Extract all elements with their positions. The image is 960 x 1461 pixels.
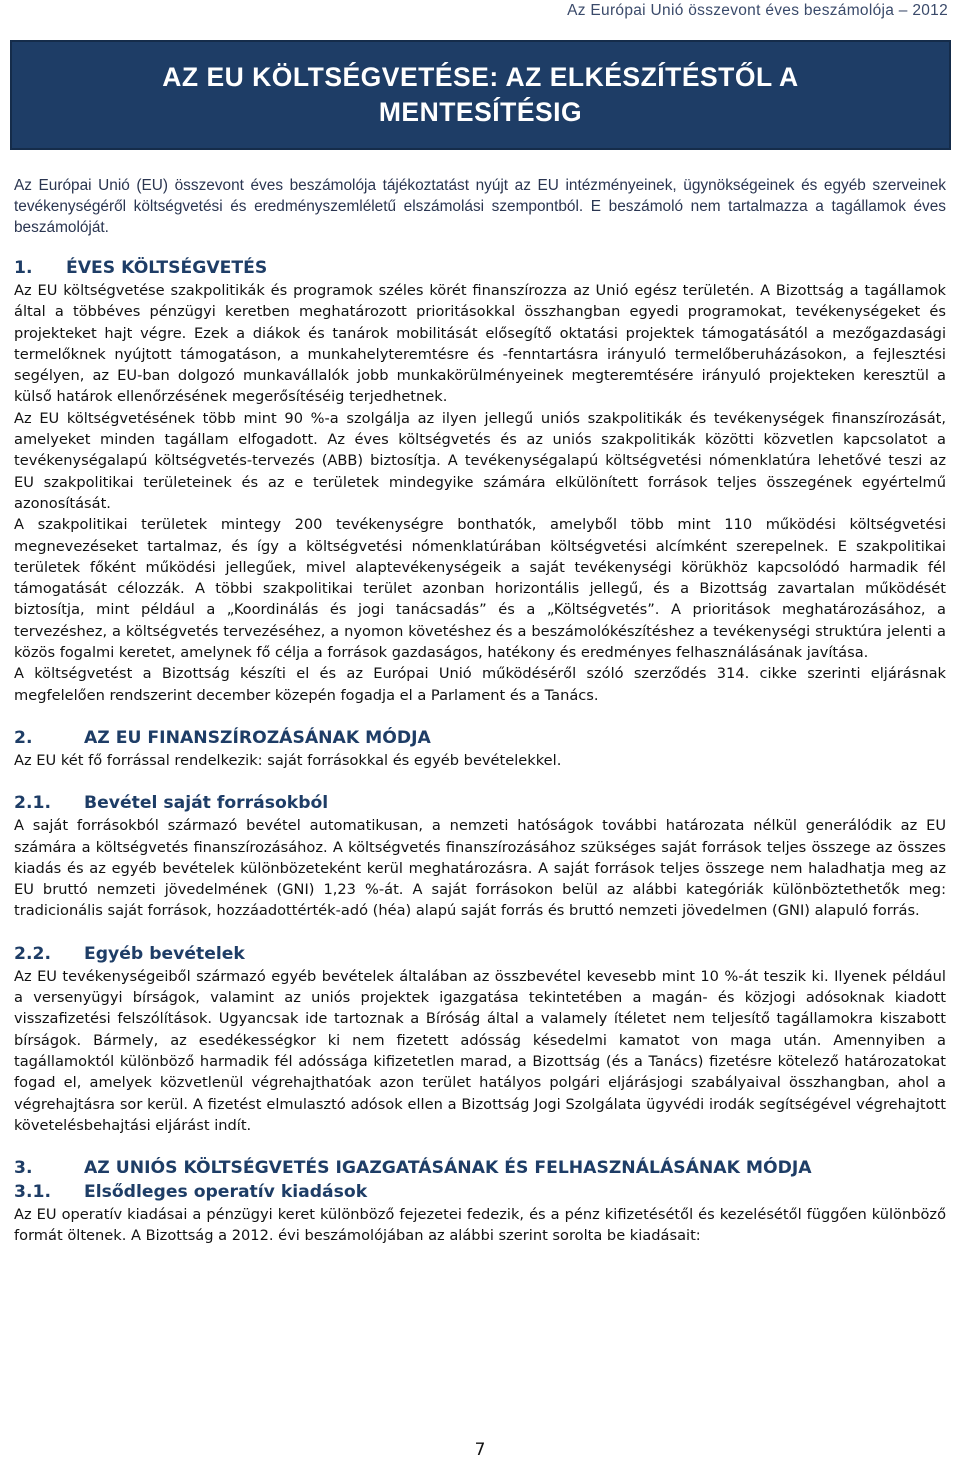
- paragraph: A szakpolitikai területek mintegy 200 tevékenységre bonthatók, amelyből több mint 110 működési költségvetési megnevezéseket tartalmaz, és így a költségvetési nómenklatúrában költségvetési alcímként szerepelnek. E szakpolitikai területek főként működési jellegűek, mivel alaptevékenységeik a saját tevékenységi körükhöz kapcsolódó harmadik fél támogatását célozzák. A többi szakpolitikai terület azonban horizontális jellegű, és a Bizottság zavartalan működését biztosítja, mint például a „Koordinálás és jogi tanácsadás” és a „Költségvetés”. A prioritások meghatározásához, a tervezéshez, a költségvetés tervezéséhez, a nyomon követéshez és a beszámolókészítéshez a tevékenységi struktúra jelenti a közös fogalmi keretet, amelynek fő célja a források gazdaságos, hatékony és eredményes felhasználásának javítása.: [14, 516, 946, 662]
- section-title: Bevétel saját forrásokból: [84, 793, 329, 814]
- section-number: 3.: [14, 1158, 33, 1179]
- paragraph: Az EU két fő forrással rendelkezik: saját forrásokkal és egyéb bevételekkel.: [14, 751, 562, 769]
- section-number: 2.: [14, 727, 33, 748]
- paragraph: Az EU tevékenységeiből származó egyéb bevételek általában az összbevétel kevesebb mint 10 %-át teszik ki. Ilyenek például a versenyügyi bírságok, valamint az uniós projektek igazgatása tekintetében a magán- és közjogi adósoknak kiadott visszafizetési felszólítások. Ugyancsak ide tartoznak a Bíróság által a valamely ítéletet nem teljesítő tagállamokra kiszabott bírságok. Bármely, az esedékességkor ki nem fizetett adósság késedelmi kamatot von maga után. Amennyiben a tagállamoktól különböző harmadik fél adóssága kifizetetlen marad, a Bizottság (és a Tanács) fizetésre kötelező határozatokat fogad el, amelyek közvetlenül végrehajthatóak azon terület hatályos polgári eljárásjogi szabályaival összhangban, ahol a végrehajtásra sor kerül. A fizetést elmulasztó adósok ellen a Bizottság Jogi Szolgálata ügyvédi irodák segítségével végrehajtott követelésbehajtási eljárást indít.: [14, 967, 946, 1134]
- paragraph: Az EU operatív kiadásai a pénzügyi keret különböző fejezetei fedezik, és a pénz kifizetésétől és kezelésétől függően különböző formát öltenek. A Bizottság a 2012. évi beszámolójában az alábbi szerint sorolta be kiadásait:: [14, 1206, 946, 1245]
- section-heading-3: [14, 1156, 946, 1180]
- section-title: ÉVES KÖLTSÉGVETÉS: [66, 258, 268, 278]
- section-title: Egyéb bevételek: [84, 943, 245, 964]
- section-heading-2: [14, 726, 946, 750]
- intro-paragraph: Az Európai Unió (EU) összevont éves beszámolója tájékoztatást nyújt az EU intézményeinek, ügynökségeinek és egyéb szerveinek tevékenységéről költségvetési és eredményszemléletű elszámolási szempontból. E beszámoló nem tartalmazza a tagállamok éves beszámolóját.: [14, 177, 946, 236]
- paragraph: A saját forrásokból származó bevétel automatikusan, a nemzeti hatóságok további határozata nélkül generálódik az EU számára a költségvetés finanszírozásához. A költségvetés finanszírozásához szükséges saját források teljes összege az összes kiadás és az egyéb bevételek különbözeteként kerül meghatározásra. A saját források teljes összege nem haladhatja meg az EU bruttó nemzeti jövedelmének (GNI) 1,23 %-át. A saját forrásokon belül az alábbi kategóriák különböztethetők meg: tradicionális saját források, hozzáadottérték-adó (héa) alapú saját forrás és bruttó nemzeti jövedelmen (GNI) alapuló forrás.: [14, 817, 946, 920]
- document-title: AZ EU KÖLTSÉGVETÉSE: AZ ELKÉSZÍTÉSTŐL A MENTESÍTÉSIG: [162, 62, 799, 127]
- page-number: 7: [474, 1440, 486, 1460]
- title-banner: [10, 40, 951, 150]
- section-title: AZ EU FINANSZÍROZÁSÁNAK MÓDJA: [84, 727, 431, 748]
- paragraph: Az EU költségvetése szakpolitikák és programok széles körét finanszírozza az Unió egész területén. A Bizottság a tagállamok által a többéves pénzügyi keretben meghatározott prioritásokkal összhangban egyedi programokat, tevékenységeket és projekteket hajt végre. Ezek a diákok és tanárok mobilitását elősegítő oktatási projektek támogatásától a mezőgazdasági termelőknek nyújtott támogatáson, a munkahelyteremtésre és -fenntartásra irányuló termelőberuházásokon, a fejlesztési segélyen, az EU-ban dolgozó munkavállalók jobb munkakörülményeinek megteremtésére irányuló projekteken keresztül a külső határok ellenőrzésének megerősítéséig terjedhetnek.: [14, 282, 946, 406]
- section-title: AZ UNIÓS KÖLTSÉGVETÉS IGAZGATÁSÁNAK ÉS FELHASZNÁLÁSÁNAK MÓDJA: [84, 1158, 812, 1179]
- document-body: [14, 175, 946, 1247]
- section-number: 3.1.: [14, 1182, 51, 1203]
- paragraph: Az EU költségvetésének több mint 90 %-a szolgálja az ilyen jellegű uniós szakpolitikák és tevékenységek finanszírozását, amelyeket minden tagállam elfogadott. Az éves költségvetés és az uniós szakpolitikák közötti közvetlen kapcsolatot a tevékenységalapú költségvetés-tervezés (ABB) biztosítja. A tevékenységalapú költségvetési nómenklatúra lehetővé teszi az EU szakpolitikai területeinek és az e területek mindegyike számára elkülönített források teljes összegének egyértelmű azonosítását.: [14, 409, 946, 512]
- section-number: 2.2.: [14, 943, 51, 964]
- section-number: 1.: [14, 258, 33, 278]
- running-header: Az Európai Unió összevont éves beszámolója – 2012: [567, 2, 948, 19]
- section-number: 2.1.: [14, 793, 51, 814]
- section-title: Elsődleges operatív kiadások: [84, 1182, 368, 1203]
- paragraph: A költségvetést a Bizottság készíti el és az Európai Unió működéséről szóló szerződés 314. cikke szerinti eljárásnak megfelelően rendszerint december közepén fogadja el a Parlament és a Tanács.: [14, 665, 946, 704]
- section-heading-1: [14, 256, 946, 280]
- section-heading-2-2: [14, 942, 946, 966]
- section-heading-3-1: [14, 1180, 946, 1204]
- section-heading-2-1: [14, 791, 946, 815]
